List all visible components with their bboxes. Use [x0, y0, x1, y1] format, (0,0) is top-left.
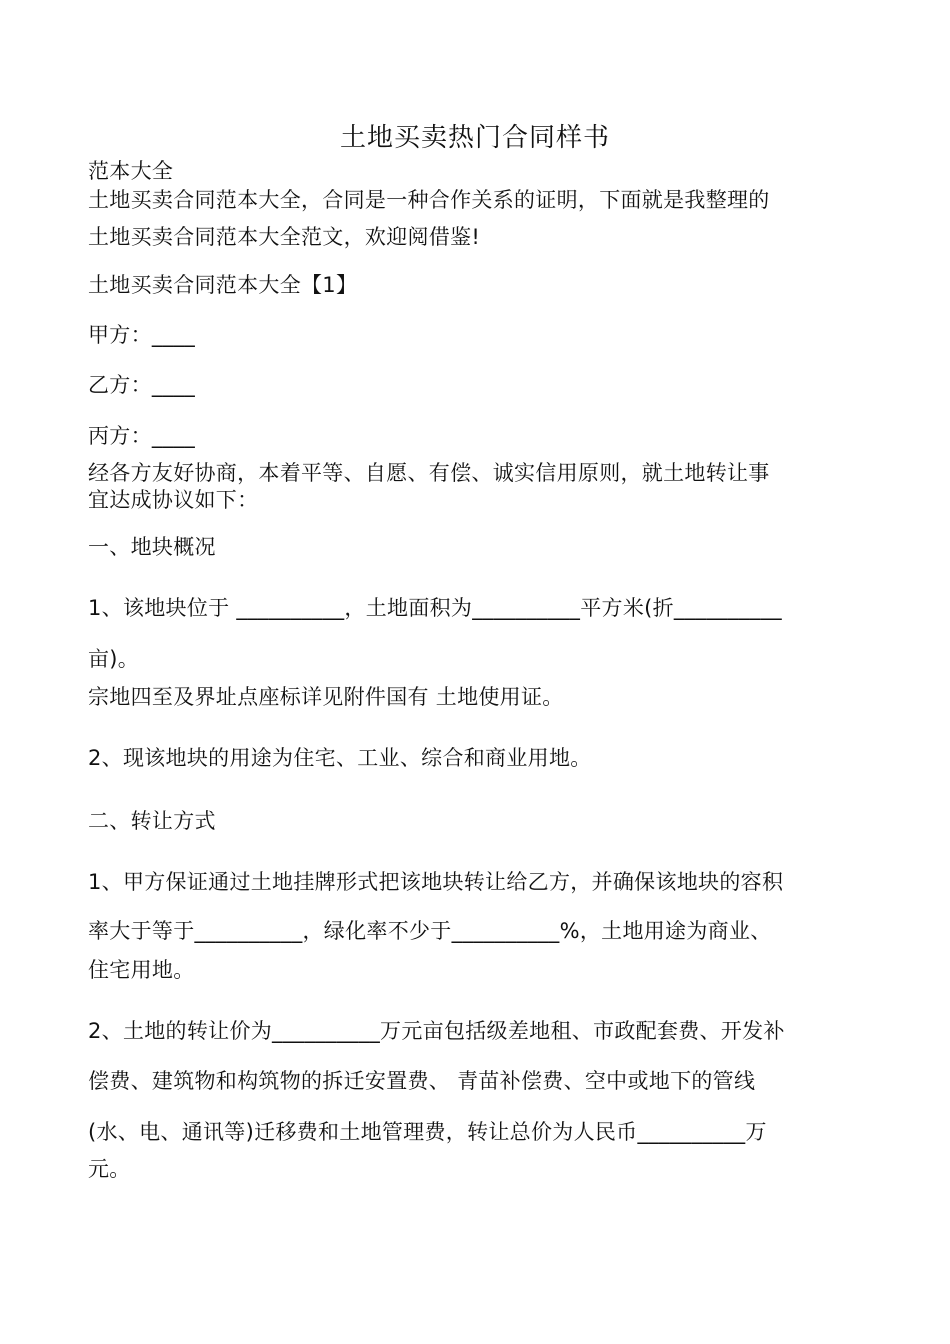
text-line: 率大于等于__________，绿化率不少于__________%，土地用途为商业、	[88, 919, 772, 943]
text-line: 土地买卖合同范本大全，合同是一种合作关系的证明，下面就是我整理的	[88, 188, 770, 212]
text-line: 宜达成协议如下：	[88, 488, 259, 512]
text-line: 2、现该地块的用途为住宅、工业、综合和商业用地。	[88, 746, 592, 770]
text-line: 范本大全	[88, 159, 174, 183]
text-line: 土地买卖合同范本大全范文，欢迎阅借鉴!	[88, 225, 481, 249]
text-line: 2、土地的转让价为__________万元亩包括级差地租、市政配套费、开发补	[88, 1019, 785, 1043]
text-line: 经各方友好协商，本着平等、自愿、有偿、诚实信用原则，就土地转让事	[88, 461, 770, 485]
text-line: 偿费、建筑物和构筑物的拆迁安置费、 青苗补偿费、空中或地下的管线	[88, 1069, 756, 1093]
section-heading: 二、转让方式	[88, 809, 216, 833]
text-line: 甲方：____	[88, 323, 196, 347]
text-line: 宗地四至及界址点座标详见附件国有 土地使用证。	[88, 685, 564, 709]
text-line: 1、该地块位于 __________，土地面积为__________平方米(折__________	[88, 596, 782, 620]
text-line: 丙方：____	[88, 424, 196, 448]
text-line: 元。	[88, 1157, 131, 1181]
text-line: 住宅用地。	[88, 958, 195, 982]
text-line: 土地买卖合同范本大全【1】	[88, 273, 358, 297]
text-line: 乙方：____	[88, 373, 196, 397]
text-line: 亩)。	[88, 647, 140, 671]
document-title: 土地买卖热门合同样书	[339, 123, 610, 153]
text-line: 1、甲方保证通过土地挂牌形式把该地块转让给乙方，并确保该地块的容积	[88, 870, 784, 894]
text-line: (水、电、通讯等)迁移费和土地管理费，转让总价为人民币__________万	[88, 1120, 767, 1144]
section-heading: 一、地块概况	[88, 535, 216, 559]
